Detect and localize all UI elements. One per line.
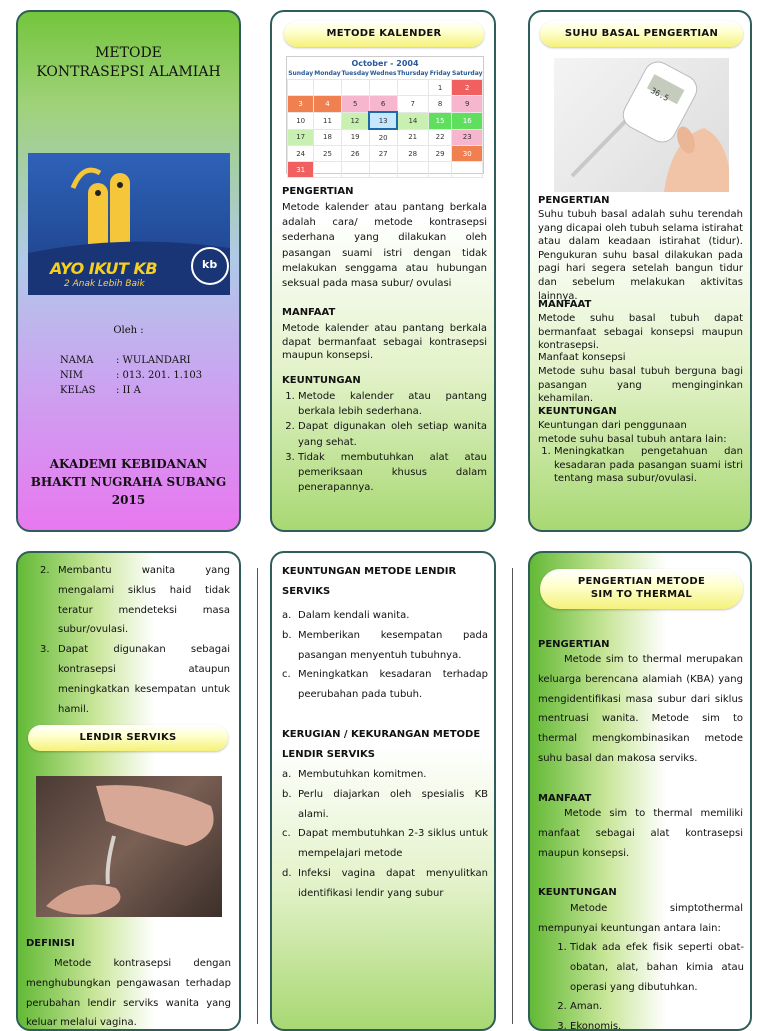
cover-title: METODE KONTRASEPSI ALAMIAH [36, 45, 221, 80]
list-text: Dalam kendali wanita. [298, 610, 410, 621]
suhu-keuntungan-title: KEUNTUNGAN [538, 406, 617, 417]
field-label: NIM [60, 370, 83, 381]
calendar [286, 56, 484, 174]
day-cell: 15 [428, 112, 452, 129]
institution: AKADEMI KEBIDANAN BHAKTI NUGRAHA SUBANG 2015 [30, 457, 227, 507]
suhu-pengertian-text: Suhu tubuh basal adalah suhu terendah yang dicapai oleh tubuh selama istirahat atau dalam keadaan istirahat (tidur). Pengukuran suhu basal dilakukan pada pagi hari segera setelah bangun tidur dan sebelum melakukan aktivitas lainnya. [538, 209, 743, 302]
calendar-grid [287, 68, 483, 178]
simto-keuntungan-list [554, 938, 744, 1031]
list-item: 3. Ekonomis. [570, 1017, 744, 1031]
column-divider [257, 568, 258, 1024]
lendir-panel-2 [270, 551, 496, 1031]
author-fields [60, 353, 202, 398]
cover-panel [16, 10, 241, 532]
logo-badge: kb [202, 258, 218, 271]
day-cell: 18 [314, 129, 341, 146]
day-cell: 30 [452, 146, 483, 162]
day-cell: 19 [341, 129, 369, 146]
simto-pengertian-title: PENGERTIAN [538, 639, 610, 650]
suhu-manfaat-title: MANFAAT [538, 299, 592, 310]
day-header: Thursday [397, 70, 429, 77]
day-cell [397, 80, 428, 96]
mucus-stretch-icon [36, 776, 222, 917]
list-item [282, 765, 488, 785]
day-cell: 10 [288, 112, 314, 129]
list-text: Membantu wanita yang mengalami siklus haid tidak teratur mendeteksi masa subur/ovulasi. [58, 565, 230, 636]
day-cell: 12 [341, 112, 369, 129]
list-number: 2. [40, 565, 50, 576]
day-cell: 29 [428, 146, 452, 162]
lendir-keuntungan-list [282, 606, 488, 705]
day-cell [341, 162, 369, 178]
suhu-manfaat-text2: Metode suhu basal tubuh berguna bagi pasangan yang menginginkan kehamilan. [538, 366, 743, 405]
list-item [282, 665, 488, 705]
day-cell [341, 80, 369, 96]
list-item [282, 785, 488, 825]
list-letter: b. [282, 629, 292, 641]
list-item [282, 626, 488, 666]
day-header: Sunday [288, 70, 314, 77]
list-text: Dapat digunakan sebagai kontrasepsi ataupun meningkatkan kesempatan untuk hamil. [58, 644, 230, 715]
day-cell: 13 [369, 112, 397, 129]
day-cell: 25 [314, 146, 341, 162]
day-cell [314, 162, 341, 178]
lendir-kerugian-title: KERUGIAN / KEKURANGAN METODE LENDIR SERVIKS [282, 729, 481, 760]
list-number: 3. [40, 644, 50, 656]
oleh-label: Oleh : [113, 325, 144, 336]
day-cell: 22 [428, 129, 452, 146]
simto-panel [528, 551, 752, 1031]
field-value: : 013. 201. 1.103 [116, 370, 203, 381]
day-cell: 26 [341, 146, 369, 162]
simto-pengertian-text: Metode sim to thermal merupakan keluarga berencana alamiah (KBA) yang mengidentifikasi masa subur dari siklus mentruasi wanita. Metode sim to thermal mengkombinasikan metode suhu basal dan makosa serviks. [538, 654, 743, 764]
suhu-keuntungan-list [538, 445, 743, 486]
kalender-manfaat-title: MANFAAT [282, 307, 336, 318]
list-text: Perlu diajarkan oleh spesialis KB alami. [298, 788, 488, 820]
list-letter: a. [282, 610, 292, 621]
definisi-title: DEFINISI [26, 938, 75, 949]
calendar-month: October - 2004 [351, 59, 419, 68]
list-item: 1. Meningkatkan pengetahuan dan kesadaran pada pasangan suami istri tentang masa subur/ovulasi. [554, 445, 743, 486]
day-cell [288, 80, 314, 96]
field-value: : WULANDARI [116, 355, 191, 366]
day-cell [369, 80, 397, 96]
kalender-pengertian-title: PENGERTIAN [282, 186, 354, 197]
list-letter: b. [282, 788, 292, 800]
day-cell: 2 [452, 80, 483, 96]
kalender-panel [270, 10, 496, 532]
day-cell: 14 [397, 112, 428, 129]
list-letter: a. [282, 769, 292, 780]
field-label: NAMA [60, 355, 94, 366]
list-item [282, 606, 488, 626]
thermometer-photo [554, 58, 729, 192]
day-cell: 3 [288, 96, 314, 113]
day-cell: 16 [452, 112, 483, 129]
kalender-manfaat-text: Metode kalender atau pantang berkala dapat bermanfaat sebagai kontrasepsi maupun konsepsi. [282, 323, 487, 362]
lendir-panel-1 [16, 551, 241, 1031]
day-cell: 24 [288, 146, 314, 162]
suhu-panel [528, 10, 752, 532]
list-item [282, 824, 488, 864]
day-cell [428, 162, 452, 178]
day-cell [314, 80, 341, 96]
field-label: KELAS [60, 385, 96, 396]
list-text: Infeksi vagina dapat menyulitkan identifikasi lendir yang subur [298, 867, 488, 899]
logo-text: AYO IKUT KB [50, 259, 158, 278]
list-item: 2. Dapat digunakan oleh setiap wanita yang sehat. [298, 419, 487, 449]
kalender-pengertian-text: Metode kalender atau pantang berkala adalah cara/ metode kontrasepsi sederhana yang dilakukan oleh pasangan suami istri dengan tidak melakukan senggama atau hubungan seksual pada masa subur/ ovulasi [282, 202, 487, 290]
day-cell: 17 [288, 129, 314, 146]
simto-keuntungan-title: KEUNTUNGAN [538, 887, 617, 898]
field-row [60, 368, 202, 383]
list-item: 1. Tidak ada efek fisik seperti obat-obatan, alat, bahan kimia atau operasi yang dibutuhkan. [570, 938, 744, 997]
list-text: Dapat membutuhkan 2-3 siklus untuk mempelajari metode [298, 828, 488, 860]
list-text: Memberikan kesempatan pada pasangan menyentuh tubuhnya. [298, 629, 488, 661]
kalender-keuntungan-list [282, 389, 487, 495]
kalender-header: METODE KALENDER [284, 21, 484, 47]
suhu-pengertian-title: PENGERTIAN [538, 195, 610, 206]
simto-keuntungan-intro: Metode simptothermal mempunyai keuntungan antara lain: [538, 903, 743, 934]
day-cell: 6 [369, 96, 397, 113]
list-letter: d. [282, 867, 292, 879]
day-cell: 9 [452, 96, 483, 113]
day-header: Wednes [369, 70, 397, 77]
list-text: Meningkatkan kesadaran terhadap peerubahan pada tubuh. [298, 669, 488, 701]
suhu-manfaat-subtitle: Manfaat konsepsi [538, 352, 626, 363]
suhu-header: SUHU BASAL PENGERTIAN [540, 21, 743, 47]
day-cell: 1 [428, 80, 452, 96]
list-item: 3. Tidak membutuhkan alat atau pemeriksaan khusus dalam penerapannya. [298, 450, 487, 496]
lendir-kerugian-list [282, 765, 488, 904]
suhu-keuntungan-intro: Keuntungan dari penggunaan metode suhu basal tubuh antara lain: [538, 420, 727, 445]
day-header: Monday [314, 70, 341, 77]
day-cell [452, 162, 483, 178]
lendir-header: LENDIR SERVIKS [28, 725, 228, 751]
list-item [40, 561, 230, 640]
day-cell [397, 162, 428, 178]
continued-list [40, 561, 230, 719]
field-row [60, 353, 202, 368]
day-cell: 28 [397, 146, 428, 162]
kb-logo [28, 153, 230, 295]
day-cell: 20 [369, 129, 397, 146]
lendir-photo [36, 776, 222, 917]
day-cell: 23 [452, 129, 483, 146]
field-value: : II A [116, 385, 141, 396]
list-item: 2. Aman. [570, 997, 744, 1017]
definisi-text: Metode kontrasepsi dengan menghubungkan pengawasan terhadap perubahan lendir serviks wanita yang keluar melalui vagina. [26, 958, 231, 1029]
lendir-keuntungan-title: KEUNTUNGAN METODE LENDIR SERVIKS [282, 566, 457, 597]
day-header: Saturday [451, 70, 483, 77]
day-cell: 4 [314, 96, 341, 113]
list-letter: c. [282, 828, 291, 840]
list-item [282, 864, 488, 904]
thermometer-reading: 36.5 [649, 86, 671, 103]
column-divider [512, 568, 513, 1024]
list-item [40, 640, 230, 719]
day-cell: 31 [288, 162, 314, 178]
simto-header: PENGERTIAN METODE SIM TO THERMAL [540, 569, 743, 609]
suhu-manfaat-text: Metode suhu basal tubuh dapat bermanfaat sebagai konsepsi maupun kontrasepsi. [538, 313, 743, 352]
day-cell [369, 162, 397, 178]
day-header: Tuesday [341, 70, 369, 77]
thermometer-icon [554, 58, 729, 192]
day-cell: 5 [341, 96, 369, 113]
simto-manfaat-title: MANFAAT [538, 793, 592, 804]
day-header: Friday [429, 70, 451, 77]
day-cell: 11 [314, 112, 341, 129]
logo-tagline: 2 Anak Lebih Baik [64, 279, 145, 289]
day-cell: 27 [369, 146, 397, 162]
list-letter: c. [282, 669, 291, 681]
day-cell: 8 [428, 96, 452, 113]
kalender-keuntungan-title: KEUNTUNGAN [282, 375, 361, 386]
day-cell: 7 [397, 96, 428, 113]
simto-manfaat-text: Metode sim to thermal memiliki manfaat sebagai alat kontrasepsi maupun konsepsi. [538, 808, 743, 859]
list-text: Membutuhkan komitmen. [298, 769, 427, 780]
list-item: 1. Metode kalender atau pantang berkala lebih sederhana. [298, 389, 487, 419]
field-row [60, 383, 202, 398]
day-cell: 21 [397, 129, 428, 146]
